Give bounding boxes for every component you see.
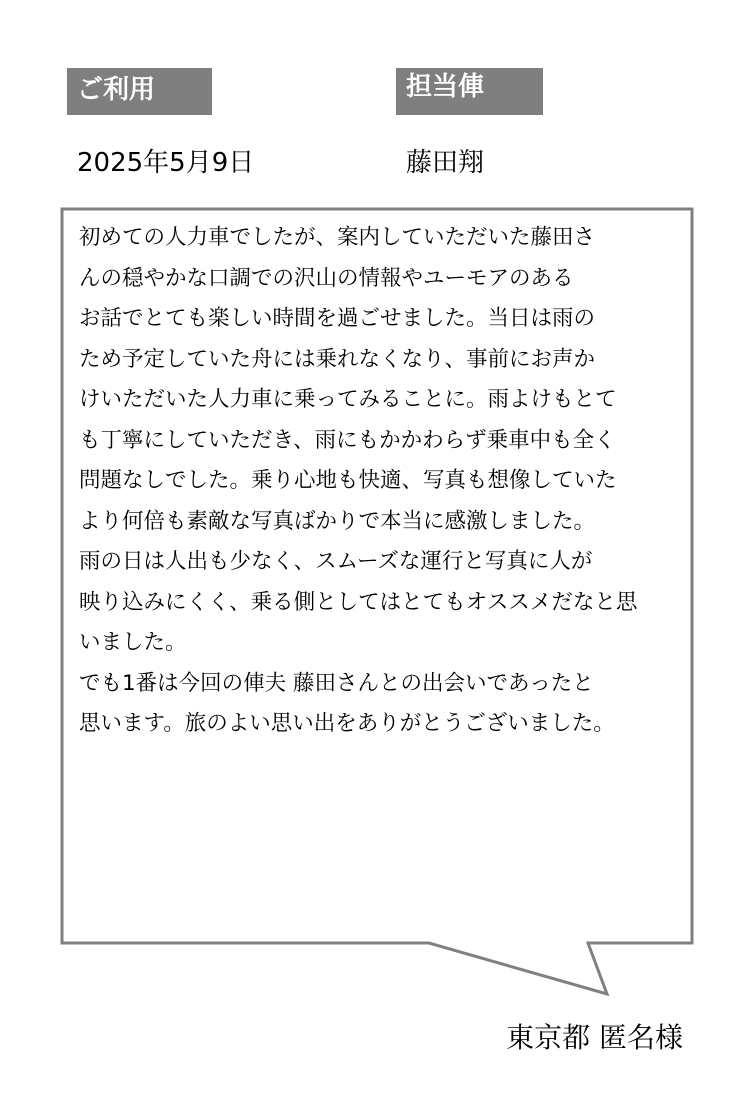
review-line: んの穏やかな口調での沢山の情報やユーモアのある bbox=[79, 265, 574, 291]
review-line: でも1番は今回の俥夫 藤田さんとの出会いであったと bbox=[79, 670, 594, 696]
review-line: けいただいた人力車に乗ってみることに。雨よけもとて bbox=[79, 387, 617, 412]
review-line: 問題なしでした。乗り心地も快適、写真も想像していた bbox=[79, 468, 617, 493]
review-line: 雨の日は人出も少なく、スムーズな運行と写真に人が bbox=[79, 549, 593, 574]
review-line: より何倍も素敵な写真ばかりで本当に感激しました。 bbox=[79, 508, 596, 534]
review-line: 映り込みにくく、乗る側としてはとてもオススメだなと思 bbox=[79, 589, 638, 615]
driver-label-text: 担当俥 bbox=[406, 72, 485, 102]
review-line: 思います。旅のよい思い出をありがとうございました。 bbox=[79, 711, 615, 736]
driver-name: 藤田翔 bbox=[406, 148, 485, 178]
review-line: も丁寧にしていただき、雨にもかかわらず乗車中も全く bbox=[79, 427, 616, 453]
review-line: お話でとても楽しい時間を過ごせました。当日は雨の bbox=[79, 306, 596, 331]
reviewer-signature: 東京都 匿名様 bbox=[506, 1021, 683, 1054]
review-text bbox=[79, 218, 691, 745]
review-line: ため予定していた舟には乗れなくなり、事前にお声か bbox=[79, 346, 596, 372]
review-line: 初めての人力車でしたが、案内していただいた藤田さ bbox=[79, 225, 596, 250]
visit-date: 2025年5月9日 bbox=[77, 148, 255, 178]
review-line: いました。 bbox=[79, 630, 187, 655]
date-label-text: ご利用 bbox=[77, 75, 156, 105]
